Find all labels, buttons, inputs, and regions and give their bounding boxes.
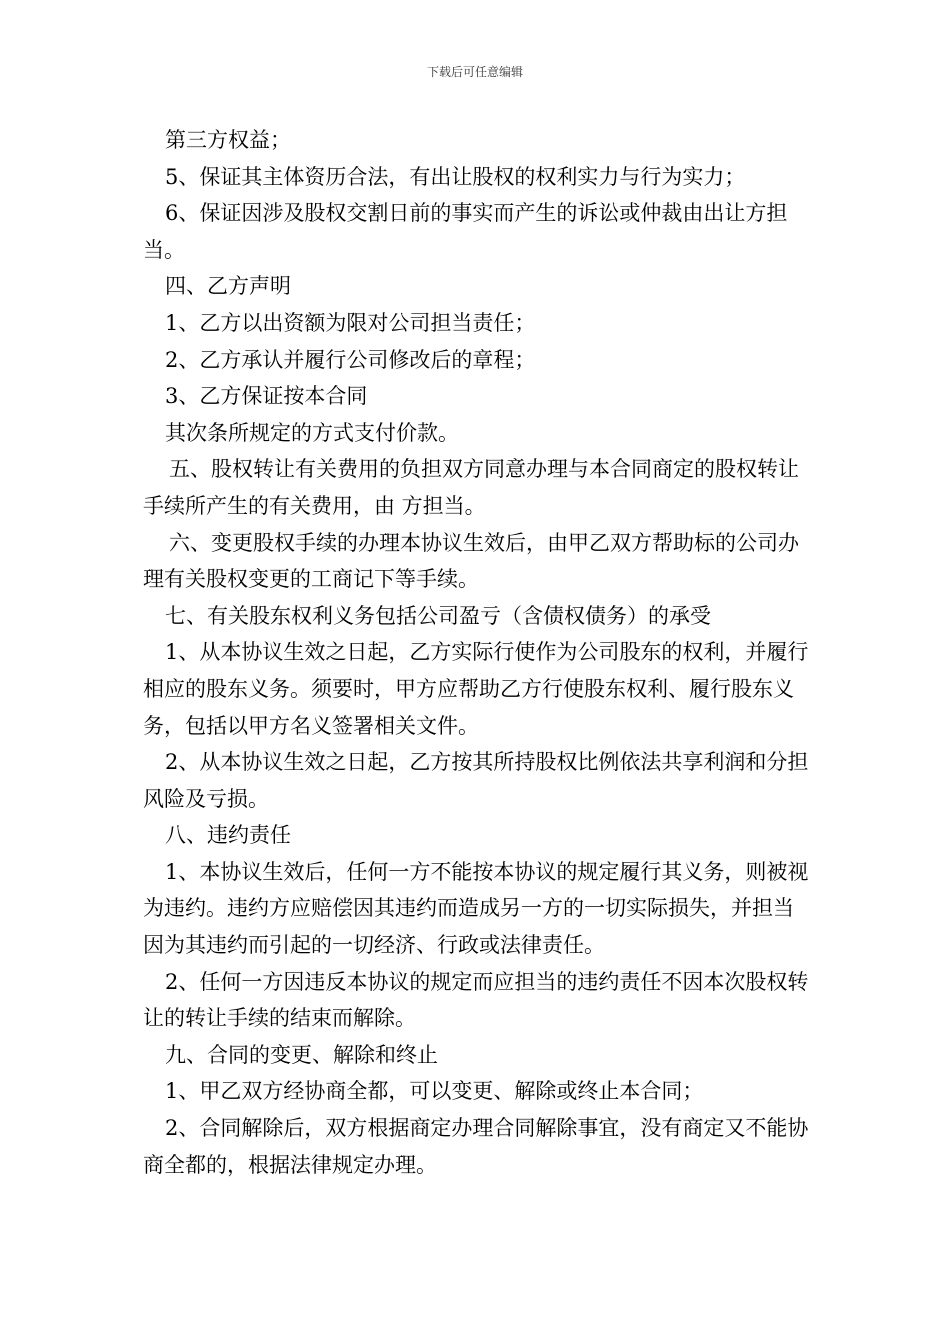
section-heading: 四、乙方声明 — [165, 274, 291, 299]
paragraph: 2、任何一方因违反本协议的规定而应担当的违约责任不因本次股权转让的转让手续的结束而解除。 — [143, 969, 809, 1031]
paragraph: 其次条所规定的方式支付价款。 — [165, 420, 459, 445]
paragraph: 2、乙方承认并履行公司修改后的章程； — [165, 347, 536, 372]
paragraph: 6、保证因涉及股权交割日前的事实而产生的诉讼或仲裁由出让方担当。 — [143, 201, 788, 262]
section-heading: 八、违约责任 — [165, 823, 291, 848]
paragraph: 5、保证其主体资历合法，有出让股权的权利实力与行为实力； — [165, 164, 746, 189]
section-heading: 九、合同的变更、解除和终止 — [165, 1042, 438, 1067]
page-header: 下载后可任意编辑 — [426, 65, 523, 79]
paragraph: 2、合同解除后，双方根据商定办理合同解除事宜，没有商定又不能协商全都的，根据法律规定办理。 — [143, 1116, 809, 1177]
paragraph: 第三方权益； — [165, 128, 291, 152]
paragraph: 3、乙方保证按本合同 — [165, 384, 368, 409]
paragraph: 2、从本协议生效之日起，乙方按其所持股权比例依法共享利润和分担风险及亏损。 — [143, 750, 809, 811]
paragraph: 1、乙方以出资额为限对公司担当责任； — [165, 310, 536, 335]
section-heading: 五、股权转让有关费用的负担双方同意办理与本合同商定的股权转让手续所产生的有关费用，由 方担当。 — [143, 457, 799, 518]
paragraph: 1、甲乙双方经协商全都，可以变更、解除或终止本合同； — [165, 1079, 704, 1104]
paragraph: 1、从本协议生效之日起，乙方实际行使作为公司股东的权利，并履行相应的股东义务。须要时，甲方应帮助乙方行使股东权利、履行股东义务，包括以甲方名义签署相关文件。 — [143, 640, 809, 738]
section-heading: 七、有关股东权利义务包括公司盈亏（含债权债务）的承受 — [165, 603, 711, 628]
section-heading: 六、变更股权手续的办理本协议生效后，由甲乙双方帮助标的公司办理有关股权变更的工商记下等手续。 — [143, 530, 799, 592]
document-body — [143, 122, 813, 1183]
paragraph: 1、本协议生效后，任何一方不能按本协议的规定履行其义务，则被视为违约。违约方应赔偿因其违约而造成另一方的一切实际损失，并担当因为其违约而引起的一切经济、行政或法律责任。 — [143, 859, 809, 958]
